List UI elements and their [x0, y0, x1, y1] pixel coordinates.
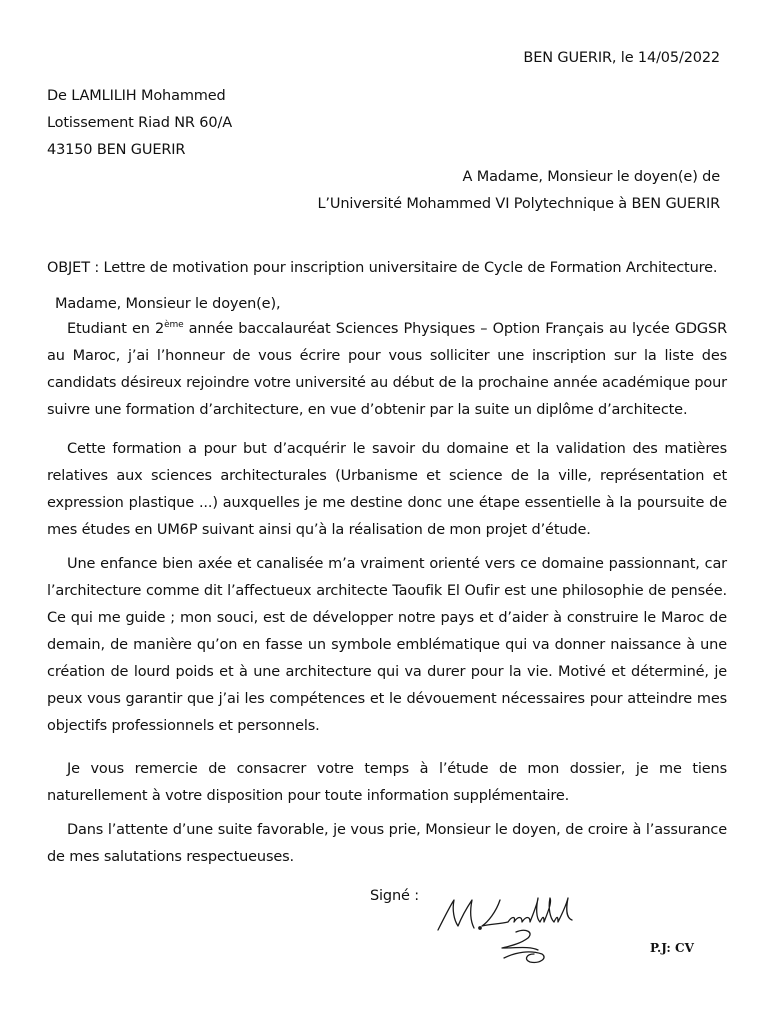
paragraph-intro-superscript: ème — [164, 320, 184, 330]
sender-address-line2: 43150 BEN GUERIR — [47, 142, 186, 158]
handwritten-signature — [430, 888, 590, 968]
date-line: BEN GUERIR, le 14/05/2022 — [523, 50, 720, 66]
attachment-note: P.J: CV — [650, 941, 694, 955]
salutation: Madame, Monsieur le doyen(e), — [55, 296, 281, 312]
paragraph-thanks-text: Je vous remercie de consacrer votre temps à l’étude de mon dossier, je me tiens naturellement à votre disposition pour toute information supplémentaire. — [47, 761, 727, 804]
sender-name: De LAMLILIH Mohammed — [47, 88, 226, 104]
paragraph-intro-start: Etudiant en 2 — [67, 321, 165, 337]
sender-address-line1: Lotissement Riad NR 60/A — [47, 115, 232, 131]
paragraph-motivation-text: Une enfance bien axée et canalisée m’a vraiment orienté vers ce domaine passionnant, car l’architecture comme dit l’affectueux architecte Taoufik El Oufir est une philosophie de pensée. Ce qui me guide ; mon souci, est de développer notre pays et d’aider à construire le Maroc de demain, de manière qu’on en fasse un symbole emblématique qui va donner naissance à une création de lourd poids et à une architecture qui va durer pour la vie. Motivé et déterminé, je peux vous garantir que j’ai les compétences et le dévouement nécessaires pour atteindre mes objectifs professionnels et personnels. — [47, 556, 727, 734]
recipient-line1: A Madame, Monsieur le doyen(e) de — [462, 169, 720, 185]
paragraph-formation — [47, 436, 727, 544]
recipient-line2: L’Université Mohammed VI Polytechnique à BEN GUERIR — [317, 196, 720, 212]
paragraph-intro-rest: année baccalauréat Sciences Physiques – Option Français au lycée GDGSR au Maroc, j’ai l’honneur de vous écrire pour vous solliciter une inscription sur la liste des candidats désireux rejoindre votre université au début de la prochaine année académique pour suivre une formation d’architecture, en vue d’obtenir par la suite un diplôme d’architecte. — [47, 321, 727, 418]
signed-label: Signé : — [370, 888, 419, 904]
paragraph-formation-text: Cette formation a pour but d’acquérir le savoir du domaine et la validation des matières relatives aux sciences architecturales (Urbanisme et science de la ville, représentation et expression plastique ...) auxquelles je me destine donc une étape essentielle à la poursuite de mes études en UM6P suivant ainsi qu’à la réalisation de mon projet d’étude. — [47, 441, 727, 538]
paragraph-closing-text: Dans l’attente d’une suite favorable, je vous prie, Monsieur le doyen, de croire à l’assurance de mes salutations respectueuses. — [47, 822, 727, 865]
subject-line: OBJET : Lettre de motivation pour inscription universitaire de Cycle de Formation Architecture. — [47, 260, 718, 276]
paragraph-thanks — [47, 756, 727, 810]
paragraph-motivation — [47, 551, 727, 740]
paragraph-closing — [47, 817, 727, 871]
paragraph-intro — [47, 316, 727, 424]
